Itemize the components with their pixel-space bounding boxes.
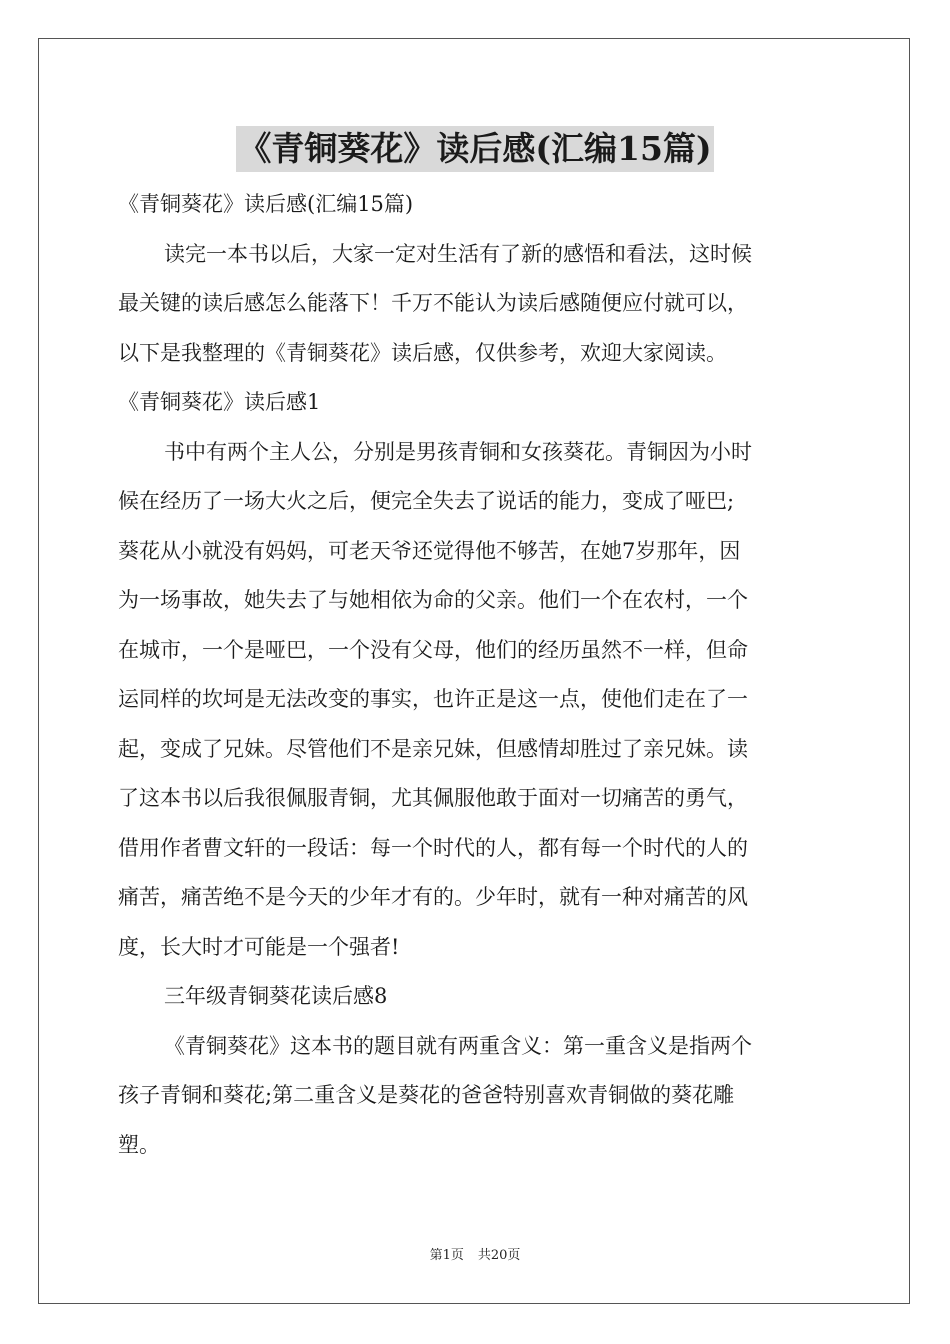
text-line: 《青铜葵花》读后感(汇编15篇) [118, 192, 414, 216]
text-line: 痛苦，痛苦绝不是今天的少年才有的。少年时，就有一种对痛苦的风 [118, 885, 748, 909]
text-line: 以下是我整理的《青铜葵花》读后感，仅供参考，欢迎大家阅读。 [118, 340, 727, 365]
text-line: 度，长大时才可能是一个强者! [118, 934, 400, 959]
page-footer [0, 1246, 950, 1266]
text-line: 在城市，一个是哑巴，一个没有父母，他们的经历虽然不一样，但命 [118, 637, 748, 662]
document-body [118, 180, 834, 1170]
text-line: 三年级青铜葵花读后感8 [164, 984, 388, 1008]
text-line: 《青铜葵花》读后感1 [118, 390, 321, 414]
text-line: 为一场事故，她失去了与她相依为命的父亲。他们一个在农村，一个 [118, 588, 748, 612]
text-line: 候在经历了一场大火之后，便完全失去了说话的能力，变成了哑巴; [118, 489, 735, 513]
text-line: 葵花从小就没有妈妈，可老天爷还觉得他不够苦，在她7岁那年，因 [118, 538, 741, 563]
text-line: 读完一本书以后，大家一定对生活有了新的感悟和看法，这时候 [164, 241, 752, 266]
text-line: 孩子青铜和葵花;第二重含义是葵花的爸爸特别喜欢青铜做的葵花雕 [118, 1083, 735, 1107]
text-line: 书中有两个主人公，分别是男孩青铜和女孩葵花。青铜因为小时 [164, 439, 752, 464]
page-total: 共20页 [477, 1248, 521, 1263]
title-container [0, 126, 950, 172]
page-number: 第1页 [429, 1248, 464, 1263]
text-line: 借用作者曹文轩的一段话：每一个时代的人，都有每一个时代的人的 [118, 835, 748, 860]
text-line: 运同样的坎坷是无法改变的事实，也许正是这一点，使他们走在了一 [118, 687, 748, 711]
document-title: 《青铜葵花》读后感(汇编15篇) [236, 126, 713, 172]
text-line: 最关键的读后感怎么能落下！千万不能认为读后感随便应付就可以， [118, 291, 748, 315]
text-line: 《青铜葵花》这本书的题目就有两重含义：第一重含义是指两个 [164, 1033, 752, 1058]
text-line: 塑。 [118, 1132, 160, 1157]
text-line: 了这本书以后我很佩服青铜，尤其佩服他敢于面对一切痛苦的勇气， [118, 786, 748, 810]
text-line: 起，变成了兄妹。尽管他们不是亲兄妹，但感情却胜过了亲兄妹。读 [118, 736, 748, 761]
